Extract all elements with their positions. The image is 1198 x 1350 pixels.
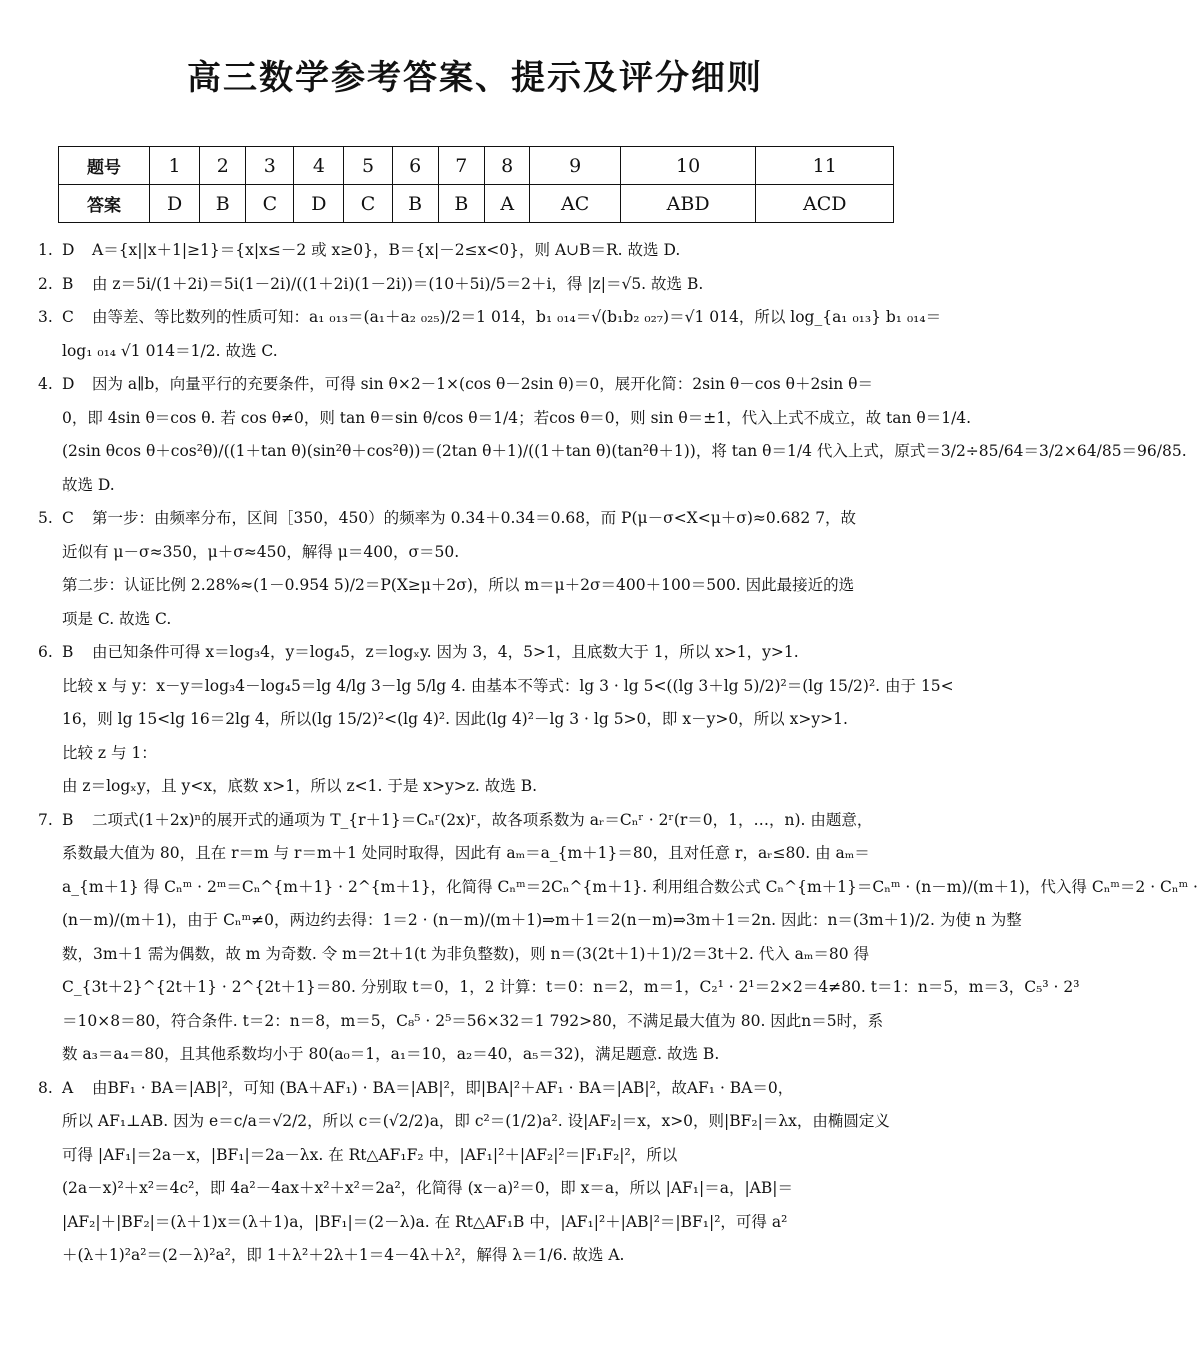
row-header-number: 题号 <box>59 147 150 185</box>
solution-answer: C <box>62 308 74 326</box>
solution-item-6 <box>38 636 954 804</box>
solution-line: 第二步：认证比例 2.28%≈(1－0.954 5)/2＝P(X≥μ＋2σ)，所以 m＝μ＋2σ＝400＋100＝500. 因此最接近的选 <box>62 576 855 594</box>
solution-line: 数，3m＋1 需为偶数，故 m 为奇数. 令 m＝2t＋1(t 为非负整数)，则 n＝(3(2t＋1)＋1)/2＝3t＋2. 代入 aₘ＝80 得 <box>62 944 870 963</box>
solution-line: 比较 x 与 y：x－y＝log₃4－log₄5＝lg 4/lg 3－lg 5/lg 4. 由基本不等式：lg 3 · lg 5<((lg 3＋lg 5)/2)²＝(lg 15/2)². 由于 15< <box>62 676 954 695</box>
solution-item-3 <box>38 301 942 368</box>
question-number-cell: 5 <box>344 147 392 185</box>
solution-line: (2a－x)²＋x²＝4c²，即 4a²－4ax＋x²＋x²＝2a²，化简得 (x－a)²＝0，即 x＝a，所以 |AF₁|＝a，|AB|＝ <box>62 1179 793 1197</box>
solution-number: 7. <box>38 810 53 829</box>
solution-number: 8. <box>38 1078 53 1097</box>
solution-item-5 <box>38 502 914 636</box>
solution-line <box>38 502 914 536</box>
solution-text: 由 z＝5i/(1＋2i)＝5i(1－2i)/((1＋2i)(1－2i))＝(10＋5i)/5＝2＋i，得 |z|＝√5. 故选 B. <box>92 274 704 293</box>
solution-line <box>38 368 914 402</box>
page-title: 高三数学参考答案、提示及评分细则 <box>187 58 763 98</box>
solution-number: 4. <box>38 375 53 393</box>
solution-item-8 <box>38 1072 914 1273</box>
solution-line: 系数最大值为 80，且在 r＝m 与 r＝m＋1 处同时取得，因此有 aₘ＝a_{m＋1}＝80，且对任意 r，aᵣ≤80. 由 aₘ＝ <box>62 844 870 862</box>
solution-line: 数 a₃＝a₄＝80，且其他系数均小于 80(a₀＝1，a₁＝10，a₂＝40，a₅＝32)，满足题意. 故选 B. <box>62 1045 720 1063</box>
solution-text: 第一步：由频率分布，区间［350，450）的频率为 0.34＋0.34＝0.68，而 P(μ－σ<X<μ＋σ)≈0.682 7，故 <box>92 509 857 527</box>
solution-line: 近似有 μ－σ≈350，μ＋σ≈450，解得 μ＝400，σ＝50. <box>62 542 460 561</box>
answer-cell: B <box>392 185 438 223</box>
answer-cell: ABD <box>620 185 756 223</box>
question-number-cell: 10 <box>620 147 756 185</box>
answer-cell: C <box>246 185 294 223</box>
solution-answer: B <box>62 274 74 293</box>
solution-item-4 <box>38 368 1187 502</box>
question-number-row <box>59 147 894 185</box>
answer-cell: B <box>200 185 246 223</box>
solution-number: 2. <box>38 274 53 293</box>
answer-cell: AC <box>530 185 620 223</box>
solution-line: C_{3t＋2}^{2t＋1} · 2^{2t＋1}＝80. 分别取 t＝0，1，2 计算：t＝0：n＝2，m＝1，C₂¹ · 2¹＝2×2＝4≠80. t＝1：n＝5，m＝3，C₅³ · 2³ <box>62 978 1080 996</box>
solution-answer: B <box>62 810 74 829</box>
solution-line: 由 z＝logₓy，且 y<x，底数 x>1，所以 z<1. 于是 x>y>z. 故选 B. <box>62 777 538 795</box>
solution-line: ＝10×8＝80，符合条件. t＝2：n＝8，m＝5，C₈⁵ · 2⁵＝56×32＝1 792>80，不满足最大值为 80. 因此n＝5时，系 <box>62 1011 884 1030</box>
solutions-list <box>38 234 1198 1273</box>
solution-number: 1. <box>38 241 53 259</box>
solution-line <box>38 1072 914 1106</box>
solution-line <box>38 301 942 335</box>
solution-line: 可得 |AF₁|＝2a－x，|BF₁|＝2a－λx. 在 Rt△AF₁F₂ 中，|AF₁|²＋|AF₂|²＝|F₁F₂|²，所以 <box>62 1145 678 1164</box>
solution-line: log₁ ₀₁₄ √1 014＝1/2. 故选 C. <box>62 341 278 360</box>
solution-answer: B <box>62 643 74 661</box>
answer-cell: C <box>344 185 392 223</box>
question-number-cell: 4 <box>294 147 344 185</box>
solution-line <box>38 804 914 838</box>
solution-line: 所以 AF₁⊥AB. 因为 e＝c/a＝√2/2，所以 c＝(√2/2)a，即 c²＝(1/2)a². 设|AF₂|＝x，x>0，则|BF₂|＝λx，由椭圆定义 <box>62 1112 890 1130</box>
solution-line: 故选 D. <box>62 475 115 494</box>
question-number-cell: 1 <box>150 147 200 185</box>
solution-number: 5. <box>38 509 53 527</box>
solution-number: 6. <box>38 643 53 661</box>
solution-line: 0，即 4sin θ＝cos θ. 若 cos θ≠0，则 tan θ＝sin θ/cos θ＝1/4；若cos θ＝0，则 sin θ＝±1，代入上式不成立，故 tan θ＝1/4. <box>62 408 972 427</box>
solution-line <box>38 268 914 302</box>
solution-answer: C <box>62 509 74 527</box>
question-number-cell: 3 <box>246 147 294 185</box>
solution-line: 项是 C. 故选 C. <box>62 609 172 628</box>
question-number-cell: 11 <box>756 147 894 185</box>
answer-cell: D <box>150 185 200 223</box>
solution-line: a_{m＋1} 得 Cₙᵐ · 2ᵐ＝Cₙ^{m＋1} · 2^{m＋1}，化简得 Cₙᵐ＝2Cₙ^{m＋1}. 利用组合数公式 Cₙ^{m＋1}＝Cₙᵐ · (n－m)/(m＋1)，代入得 Cₙᵐ＝2 · Cₙᵐ · <box>62 877 1198 896</box>
answer-cell: A <box>484 185 530 223</box>
solution-line: (n－m)/(m＋1)，由于 Cₙᵐ≠0，两边约去得：1＝2 · (n－m)/(m＋1)⇒m＋1＝2(n－m)⇒3m＋1＝2n. 因此：n＝(3m＋1)/2. 为使 n 为整 <box>62 911 1022 929</box>
solution-text: 由等差、等比数列的性质可知：a₁ ₀₁₃＝(a₁＋a₂ ₀₂₅)/2＝1 014，b₁ ₀₁₄＝√(b₁b₂ ₀₂₇)＝√1 014，所以 log_{a₁ ₀₁₃} b₁ ₀₁₄＝ <box>92 308 942 326</box>
solution-answer: A <box>62 1078 74 1097</box>
solution-text: 由BF₁ · BA＝|AB|²，可知 (BA＋AF₁) · BA＝|AB|²，即|BA|²＋AF₁ · BA＝|AB|²，故AF₁ · BA＝0， <box>92 1078 794 1097</box>
solution-line: 16，则 lg 15<lg 16＝2lg 4，所以(lg 15/2)²<(lg 4)². 因此(lg 4)²－lg 3 · lg 5>0，即 x－y>0，所以 x>y>1. <box>62 710 848 728</box>
solution-answer: D <box>62 241 75 259</box>
solution-text: 由已知条件可得 x＝log₃4，y＝log₄5，z＝logₓy. 因为 3，4，5>1，且底数大于 1，所以 x>1，y>1. <box>92 643 799 661</box>
solution-line: ＋(λ＋1)²a²＝(2－λ)²a²，即 1＋λ²＋2λ＋1＝4－4λ＋λ²，解得 λ＝1/6. 故选 A. <box>62 1246 625 1264</box>
solution-answer: D <box>62 375 75 393</box>
question-number-cell: 7 <box>438 147 484 185</box>
solution-line: |AF₂|＋|BF₂|＝(λ＋1)x＝(λ＋1)a，|BF₁|＝(2－λ)a. 在 Rt△AF₁B 中，|AF₁|²＋|AB|²＝|BF₁|²，可得 a² <box>62 1212 788 1231</box>
solution-text: 二项式(1＋2x)ⁿ的展开式的通项为 T_{r＋1}＝Cₙʳ(2x)ʳ，故各项系数为 aᵣ＝Cₙʳ · 2ʳ(r＝0，1，…，n). 由题意， <box>92 810 873 829</box>
solution-number: 3. <box>38 308 53 326</box>
answer-cell: ACD <box>756 185 894 223</box>
question-number-cell: 6 <box>392 147 438 185</box>
question-number-cell: 9 <box>530 147 620 185</box>
solution-item-2 <box>38 268 914 302</box>
answer-row <box>59 185 894 223</box>
question-number-cell: 2 <box>200 147 246 185</box>
question-number-cell: 8 <box>484 147 530 185</box>
answer-table <box>58 146 894 223</box>
solution-line: 比较 z 与 1： <box>62 743 157 762</box>
solution-line: (2sin θcos θ＋cos²θ)/((1＋tan θ)(sin²θ＋cos²θ))＝(2tan θ＋1)/((1＋tan θ)(tan²θ＋1))，将 tan θ＝1/4 代入上式，原式＝3/2÷85/64＝3/2×64/85＝96/85. <box>62 442 1187 460</box>
solution-text: 因为 a∥b，向量平行的充要条件，可得 sin θ×2－1×(cos θ－2sin θ)＝0，展开化简：2sin θ－cos θ＋2sin θ＝ <box>92 375 873 393</box>
solution-item-1 <box>38 234 914 268</box>
answer-cell: B <box>438 185 484 223</box>
solution-line <box>38 234 914 268</box>
row-header-answer: 答案 <box>59 185 150 223</box>
answer-cell: D <box>294 185 344 223</box>
solution-item-7 <box>38 804 1198 1072</box>
solution-line <box>38 636 914 670</box>
solution-text: A＝{x||x＋1|≥1}＝{x|x≤－2 或 x≥0}，B＝{x|－2≤x<0}，则 A∪B＝R. 故选 D. <box>92 241 681 259</box>
